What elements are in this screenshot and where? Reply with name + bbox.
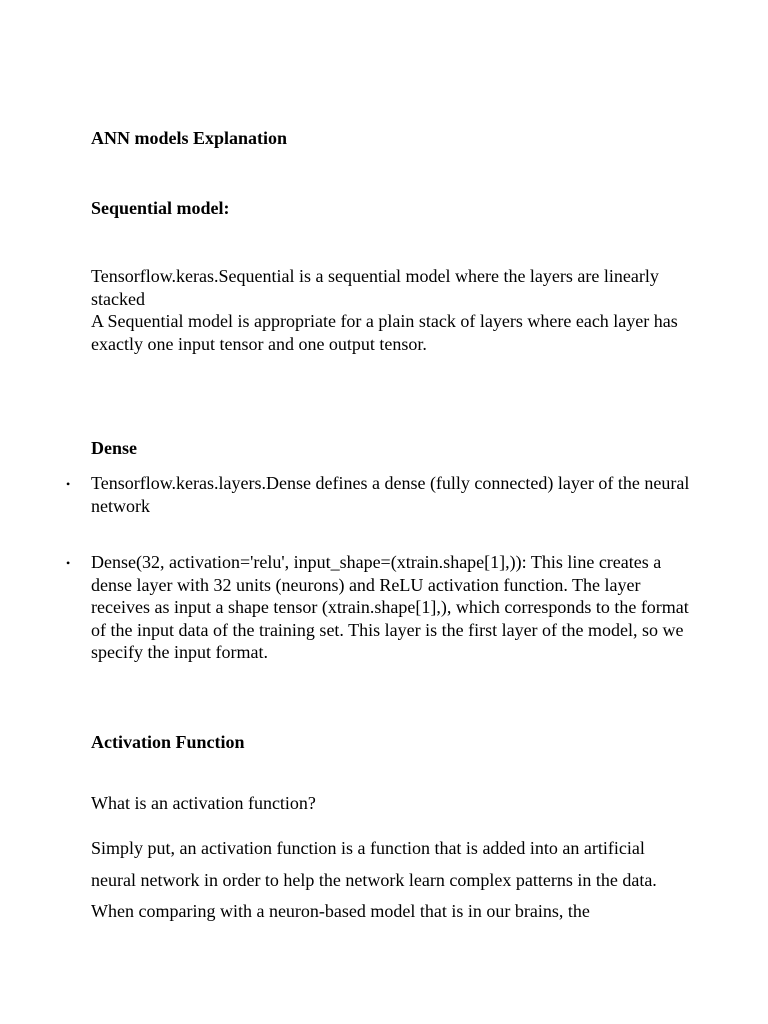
bullet-marker: • bbox=[66, 556, 71, 570]
activation-question: What is an activation function? bbox=[91, 793, 316, 813]
sequential-line-2: A Sequential model is appropriate for a plain stack of layers where each layer has exactly one input tensor and one output tensor. bbox=[91, 311, 678, 354]
bullet-marker: • bbox=[66, 477, 71, 491]
document-title: ANN models Explanation bbox=[91, 128, 288, 148]
sequential-definition-paragraph bbox=[91, 265, 691, 355]
sequential-line-1: Tensorflow.keras.Sequential is a sequential model where the layers are linearly stacked bbox=[91, 266, 659, 309]
dense-bullet-item-2: Dense(32, activation='relu', input_shape=(xtrain.shape[1],)): This line creates a dense layer with 32 units (neurons) and ReLU activation function. The layer receives as input a shape tensor (xtrain.shape[1],), which corresponds to the format of the input data of the training set. This layer is the first layer of the model, so we specify the input format. bbox=[91, 552, 689, 662]
section-heading-activation: Activation Function bbox=[91, 732, 245, 752]
section-heading-sequential: Sequential model: bbox=[91, 198, 230, 218]
activation-body-paragraph: Simply put, an activation function is a function that is added into an artificial neural network in order to help the network learn complex patterns in the data. When comparing with a neuron-based model that is in our brains, the bbox=[91, 838, 657, 921]
section-heading-dense: Dense bbox=[91, 438, 137, 458]
dense-bullet-item-1: Tensorflow.keras.layers.Dense defines a dense (fully connected) layer of the neural network bbox=[91, 473, 690, 516]
